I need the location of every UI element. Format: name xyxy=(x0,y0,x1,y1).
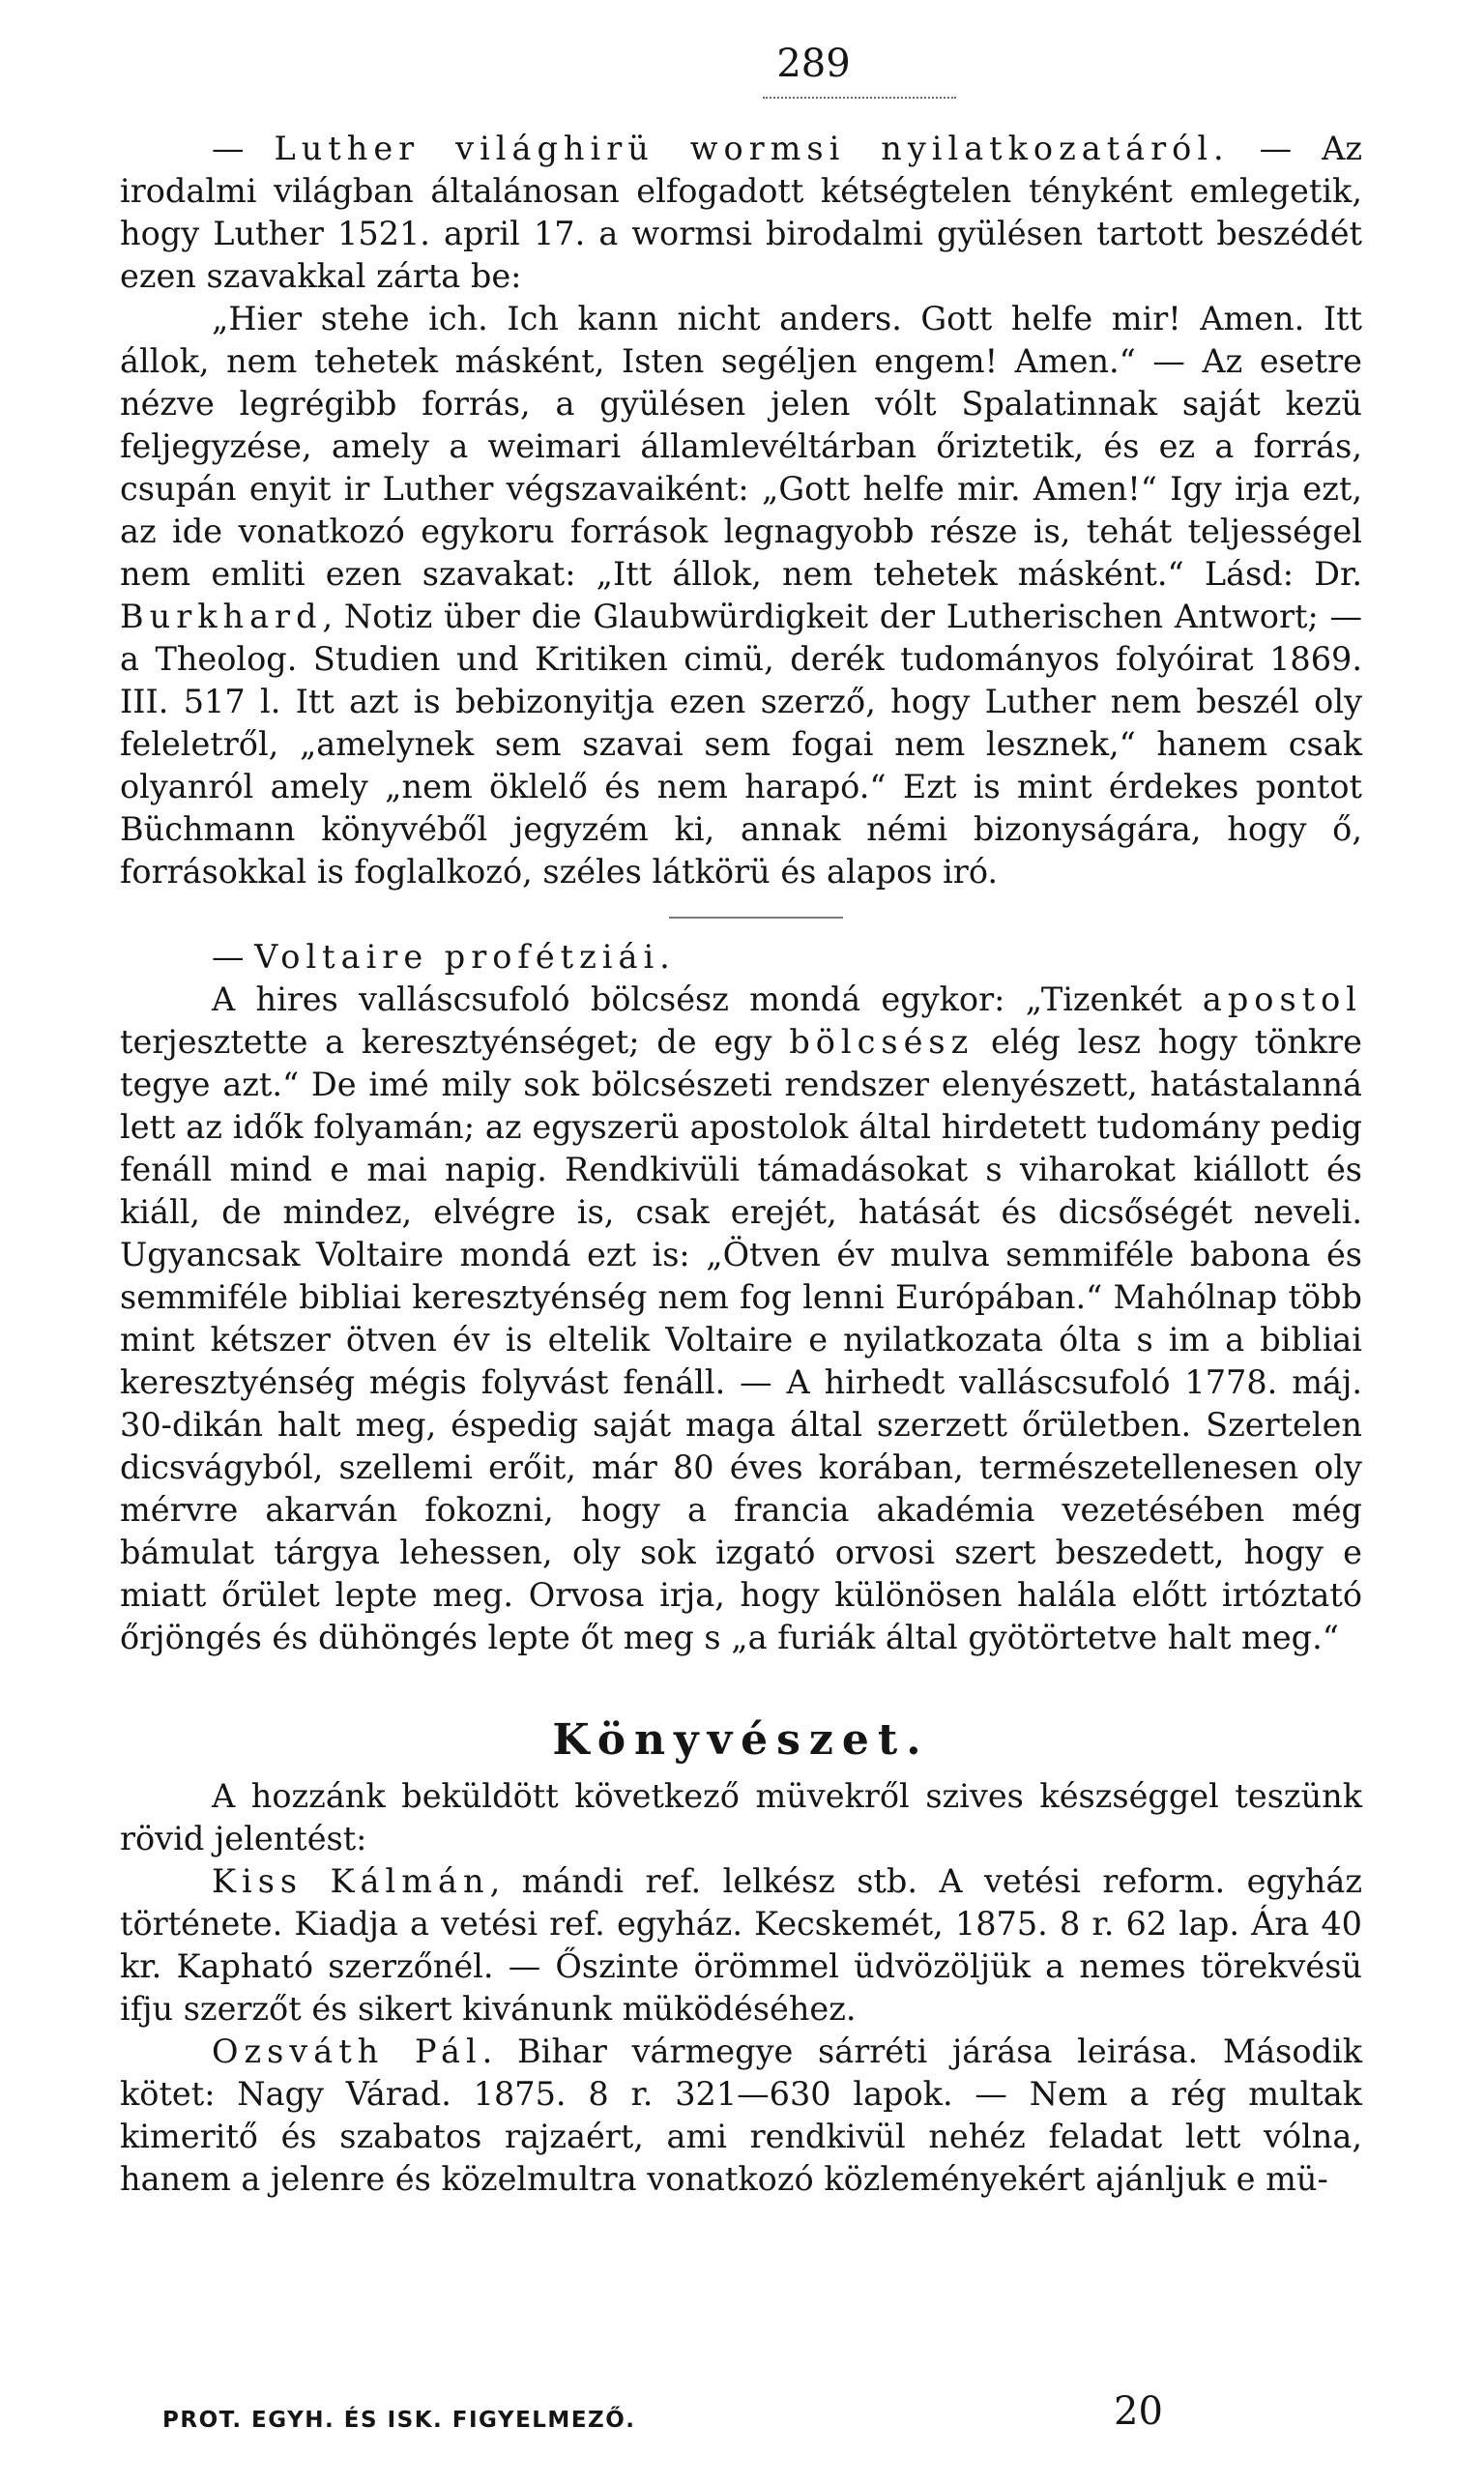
book-entry-2 xyxy=(120,2031,1362,2201)
voltaire-paragraph xyxy=(120,979,1362,1659)
emphasis-bolcsesz: bölcsész xyxy=(789,1023,975,1061)
header-ornament xyxy=(763,97,956,99)
konyveszet-heading: Könyvészet. xyxy=(552,1715,930,1765)
luther-paragraph-1: — Luther világhirü wormsi nyilatkozatáról. — Az irodalmi világban általánosan elfogadott kétségtelen tényként emlegetik, hogy Luther 1521. april 17. a wormsi birodalmi gyülésen tartott beszédét ezen szavakkal zárta be: xyxy=(120,130,1362,295)
konyveszet-intro: A hozzánk beküldött következő müvekről szives készséggel teszünk rövid jelentést: xyxy=(120,1777,1362,1857)
book-entry-2-text: . Bihar vármegye sárréti járása leirása. Második kötet: Nagy Várad. 1875. 8 r. 321—630 lapok. — Nem a rég multak kimeritő és szabatos rajzaért, ami rendkivül nehéz feladat lett vólna, hanem a jelenre és közelmultra vonatkozó közleményekért ajánljuk e mü- xyxy=(120,2032,1362,2198)
author-name-burkhard: Burkhard xyxy=(120,598,323,635)
page xyxy=(120,39,1362,2201)
luther-paragraph-1-text: Az irodalmi világban általánosan elfogadott kétségtelen tényként emlegetik, hogy Luther 1521. april 17. a wormsi birodalmi gyülésen tartott beszédét ezen szavakkal zárta be: xyxy=(120,130,1362,295)
page-number: 289 xyxy=(776,42,851,86)
voltaire-title-line: — Voltaire profétziái. xyxy=(212,938,676,976)
journal-title: PROT. EGYH. ÉS ISK. FIGYELMEZŐ. xyxy=(162,2408,636,2433)
luther-paragraph-2-text: „Hier stehe ich. Ich kann nicht anders. Gott helfe mir! Amen. Itt állok, nem tehetek másként, Isten segéljen engem! Amen.“ — Az esetre nézve legrégibb forrás, a gyülésen jelen vólt Spalatinnak saját kezü feljegyzése, amely a weimari államlevéltárban őriztetik, és ez a forrás, csupán enyit ir Luther végszavaiként: „Gott helfe mir. Amen!“ Igy irja ezt, az ide vonatkozó egykoru források legnagyobb része is, tehát teljességel nem emliti ezen szavakat: „Itt állok, nem tehetek másként.“ Lásd: Dr. xyxy=(120,300,1362,593)
voltaire-paragraph-intro: A hires valláscsufoló bölcsész mondá egykor: „Tizenkét xyxy=(212,980,1182,1018)
book-entry-1-author: Kiss Kálmán xyxy=(212,1862,490,1900)
voltaire-paragraph-rest: elég lesz hogy tönkre tegye azt.“ De imé mily sok bölcsészeti rendszer elenyészett, hatástalanná lett az idők folyamán; az egyszerü apostolok által hirdetett tudomány pedig fenáll mind e mai napig. Rendkivüli támadásokat s viharokat kiállott és kiáll, de mindez, elvégre is, csak erejét, hatását és dicsőségét neveli. Ugyancsak Voltaire mondá ezt is: „Ötven év mulva semmiféle babona és semmiféle bibliai keresztyénség nem fog lenni Európában.“ Mahólnap több mint kétszer ötven év is eltelik Voltaire e nyilatkozata ólta s im a bibliai keresztyénség mégis folyvást fenáll. — A hirhedt valláscsufoló 1778. máj. 30-dikán halt meg, éspedig saját maga által szerzett őrületben. Szertelen dicsvágyból, szellemi erőit, már 80 éves korában, természetellenesen oly mérvre akarván fokozni, hogy a francia akadémia vezetésében még bámulat tárgya lehessen, oly sok izgató orvosi szert beszedett, hogy e miatt őrület lepte meg. Orvosa irja, hogy különösen halála előtt irtóztató őrjöngés és dühöngés lepte őt meg s „a furiák által gyötörtetve halt meg.“ xyxy=(120,1023,1362,1656)
luther-paragraph-2 xyxy=(120,298,1362,893)
book-entry-1-text: , mándi ref. lelkész stb. A vetési reform. egyház története. Kiadja a vetési ref. egyház. Kecskemét, 1875. 8 r. 62 lap. Ára 40 kr. Kapható szerzőnél. — Őszinte örömmel üdvözöljük a nemes törekvésü ifju szerzőt és sikert kivánunk müködéséhez. xyxy=(120,1862,1362,2028)
emphasis-apostol: apostol xyxy=(1202,980,1362,1018)
signature-mark: 20 xyxy=(1114,2389,1163,2434)
luther-section-title: Luther világhirü wormsi nyilatkozatáról. xyxy=(274,130,1230,167)
luther-paragraph-2-rest: , Notiz über die Glaubwürdigkeit der Lutherischen Antwort; — a Theolog. Studien und Kritiken cimü, derék tudományos folyóirat 1869. III. 517 l. Itt azt is bebizonyitja ezen szerző, hogy Luther nem beszél oly feleletről, „amelynek sem szavai sem fogai nem lesznek,“ hanem csak olyanról amely „nem öklelő és nem harapó.“ Ezt is mint érdekes pontot Büchmann könyvéből jegyzém ki, annak némi bizonyságára, hogy ő, forrásokkal is foglalkozó, széles látkörü és alapos iró. xyxy=(120,598,1362,891)
voltaire-paragraph-mid: terjesztette a keresztyénséget; de egy xyxy=(120,1023,772,1061)
book-entry-1 xyxy=(120,1860,1362,2031)
book-entry-2-author: Ozsváth Pál xyxy=(212,2032,482,2070)
section-separator xyxy=(669,917,843,919)
voltaire-section-title: Voltaire profétziái. xyxy=(254,938,676,976)
page-footer xyxy=(162,2388,1255,2446)
